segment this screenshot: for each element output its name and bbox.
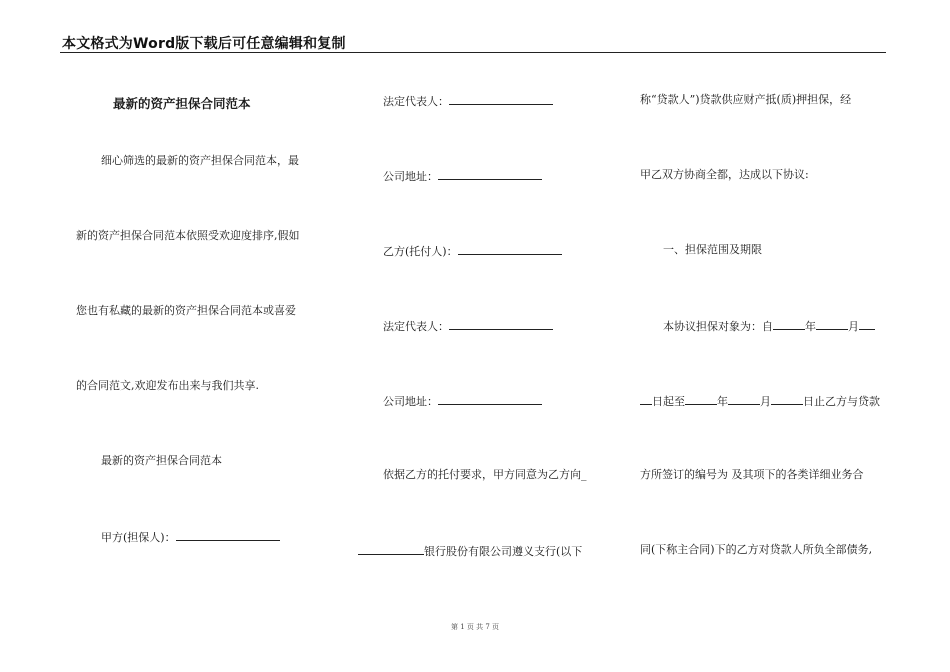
legal-rep-line: [383, 318, 553, 334]
year-label: 年: [805, 320, 816, 333]
address-line: [383, 168, 542, 184]
month-label: 月: [848, 320, 859, 333]
year-label: 年: [717, 395, 728, 408]
paragraph-line: 的合同范文,欢迎发布出来与我们共享.: [76, 379, 259, 392]
party-a-label: 甲方(担保人)：: [101, 531, 176, 544]
party-b-blank: [458, 243, 562, 255]
month-blank: [728, 393, 760, 405]
day-blank: [859, 318, 875, 330]
party-a-blank: [176, 529, 280, 541]
legal-rep-label: 法定代表人：: [383, 320, 449, 333]
header-divider: [60, 52, 886, 53]
bank-blank: [358, 543, 424, 555]
paragraph-line: 甲乙双方协商全都，达成以下协议:: [640, 168, 809, 181]
paragraph-line: [358, 543, 582, 559]
paragraph-line: 细心筛选的最新的资产担保合同范本，最: [101, 154, 299, 167]
day-blank: [771, 393, 803, 405]
paragraph-line: 新的资产担保合同范本依照受欢迎度排序,假如: [76, 229, 300, 242]
year-blank: [773, 318, 805, 330]
paragraph-line: 称“贷款人”)贷款供应财产抵(质)押担保，经: [640, 93, 852, 106]
section-heading: 一、担保范围及期限: [663, 243, 762, 256]
party-a-line: [101, 529, 280, 545]
address-blank: [438, 168, 542, 180]
document-header: 本文格式为Word版下载后可任意编辑和复制: [62, 36, 346, 52]
paragraph-line: 您也有私藏的最新的资产担保合同范本或喜爱: [76, 304, 296, 317]
page-footer: 第 1 页 共 7 页: [450, 623, 500, 631]
address-line: [383, 393, 542, 409]
month-blank: [816, 318, 848, 330]
document-title: 最新的资产担保合同范本: [113, 96, 251, 111]
day-blank: [640, 393, 652, 405]
legal-rep-blank: [449, 93, 553, 105]
bank-text: 银行股份有限公司遵义支行(以下: [424, 545, 583, 558]
address-label: 公司地址：: [383, 395, 438, 408]
year-blank: [685, 393, 717, 405]
address-blank: [438, 393, 542, 405]
guarantee-period-line: [663, 318, 875, 334]
paragraph-line: 方所签订的编号为 及其项下的各类详细业务合: [640, 468, 864, 481]
party-b-line: [383, 243, 562, 259]
party-b-label: 乙方(托付人)：: [383, 245, 458, 258]
period-text: 本协议担保对象为：自: [663, 320, 773, 333]
legal-rep-blank: [449, 318, 553, 330]
address-label: 公司地址：: [383, 170, 438, 183]
period-text: 日止乙方与贷款: [803, 395, 880, 408]
section-heading: 最新的资产担保合同范本: [101, 454, 222, 467]
period-text: 日起至: [652, 395, 685, 408]
legal-rep-line: [383, 93, 553, 109]
paragraph-line: 依据乙方的托付要求，甲方同意为乙方向_: [383, 468, 587, 481]
guarantee-period-line: [640, 393, 880, 409]
month-label: 月: [760, 395, 771, 408]
legal-rep-label: 法定代表人：: [383, 95, 449, 108]
paragraph-line: 同(下称主合同)下的乙方对贷款人所负全部债务,: [640, 543, 873, 556]
